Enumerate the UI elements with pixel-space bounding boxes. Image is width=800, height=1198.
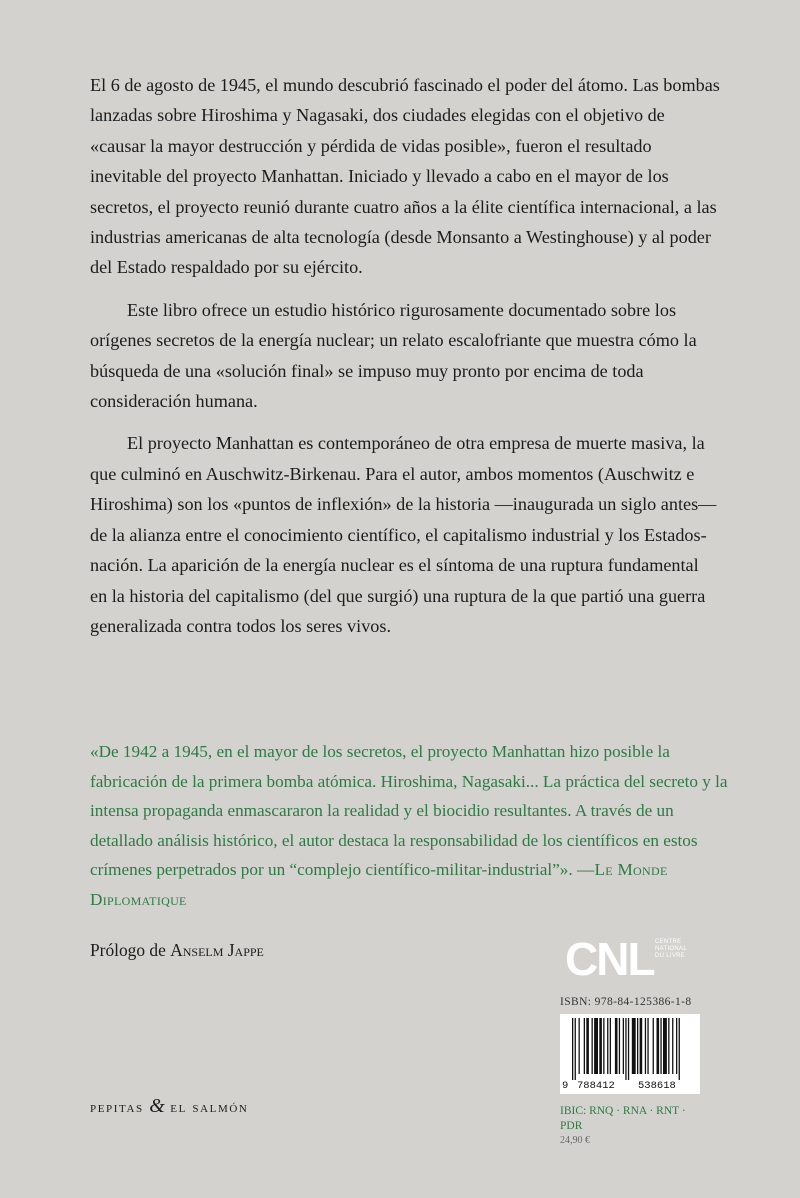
- barcode-bar: [653, 1018, 654, 1074]
- barcode-bar: [679, 1018, 680, 1080]
- barcode-bar: [637, 1018, 638, 1074]
- press-quote: [90, 737, 730, 915]
- prologue-prefix: Prólogo de: [90, 940, 166, 960]
- publisher-name-part1: pepitas: [90, 1099, 144, 1116]
- prologue-credit: [90, 940, 264, 961]
- blurb-paragraph-1: El 6 de agosto de 1945, el mundo descubrió fascinado el poder del átomo. Las bombas lanzadas sobre Hiroshima y Nagasaki, dos ciudades elegidas con el objetivo de «causar la mayor destrucción y pérdida de vidas posible», fueron el resultado inevitable del proyecto Manhattan. Iniciado y llevado a cabo en el mayor de los secretos, el proyecto reunió durante cuatro años a la élite científica internacional, a las industrias americanas de alta tecnología (desde Monsanto a Westinghouse) y al poder del Estado respaldado por su ejército.: [90, 75, 720, 278]
- barcode-bar: [663, 1018, 667, 1074]
- cnl-logo: [565, 933, 687, 985]
- barcode-digit-first: 9: [562, 1080, 569, 1092]
- barcode-bar: [672, 1018, 673, 1074]
- ibic-codes: IBIC: RNQ · RNA · RNT · PDR: [560, 1105, 686, 1132]
- barcode-bar: [575, 1018, 576, 1080]
- cnl-logo-line3: DU LIVRE: [655, 953, 686, 959]
- publisher-imprint: [90, 1095, 248, 1118]
- barcode-bar: [640, 1018, 643, 1074]
- barcode-bar: [586, 1018, 589, 1074]
- barcode-bar: [625, 1018, 626, 1080]
- press-quote-attribution: —Le Monde Diplomatique: [90, 860, 668, 909]
- cnl-logo-line2: NATIONAL: [655, 946, 687, 952]
- barcode-bar: [623, 1018, 624, 1074]
- barcode: [560, 1014, 700, 1094]
- cnl-logo-letters: CNL: [565, 933, 654, 985]
- barcode-bar: [599, 1018, 602, 1074]
- barcode-bar: [610, 1018, 611, 1074]
- prologue-author: Anselm Jappe: [170, 940, 264, 960]
- barcode-bar: [668, 1018, 669, 1074]
- publisher-ampersand: &: [149, 1095, 165, 1117]
- cnl-logo-line1: CENTRE: [655, 939, 682, 945]
- price: 24,90 €: [560, 1135, 590, 1146]
- barcode-bar: [615, 1018, 618, 1074]
- barcode-bar: [584, 1018, 585, 1074]
- barcode-bar: [628, 1018, 629, 1080]
- barcode-bar: [657, 1018, 660, 1074]
- barcode-bar: [647, 1018, 648, 1074]
- barcode-bar: [572, 1018, 573, 1080]
- barcode-bar: [676, 1018, 677, 1074]
- barcode-bar: [607, 1018, 608, 1074]
- barcode-bar: [594, 1018, 598, 1074]
- barcode-bars: [560, 1014, 700, 1080]
- back-cover-blurb: [90, 70, 720, 653]
- blurb-paragraph-3: El proyecto Manhattan es contemporáneo de otra empresa de muerte masiva, la que culminó en Auschwitz-Birkenau. Para el autor, ambos momentos (Auschwitz e Hiroshima) son los «puntos de inflexión» de la historia —inaugurada un siglo antes— de la alianza entre el conocimiento científico, el capitalismo industrial y los Estados-nación. La aparición de la energía nuclear es el síntoma de una ruptura fundamental en la historia del capitalismo (del que surgió) una ruptura de la que partió una guerra generalizada contra todos los seres vivos.: [90, 433, 717, 636]
- barcode-digits-left: 788412: [577, 1080, 615, 1092]
- barcode-bar: [619, 1018, 620, 1074]
- blurb-paragraph-2: Este libro ofrece un estudio histórico rigurosamente documentado sobre los orígenes secretos de la energía nuclear; un relato escalofriante que muestra cómo la búsqueda de una «solución final» se impuso muy pronto por encima de toda consideración humana.: [90, 299, 697, 412]
- barcode-bar: [579, 1018, 580, 1074]
- barcode-bar: [603, 1018, 604, 1074]
- barcode-bar: [645, 1018, 646, 1074]
- press-quote-text: «De 1942 a 1945, en el mayor de los secretos, el proyecto Manhattan hizo posible la fabricación de la primera bomba atómica. Hiroshima, Nagasaki... La práctica del secreto y la intensa propaganda enmascararon la realidad y el biocidio resultantes. A través de un detallado análisis histórico, el autor destaca la responsabilidad de los científicos en estos crímenes perpetrados por un “complejo científico-militar-industrial”».: [90, 742, 728, 880]
- barcode-bar: [592, 1018, 593, 1074]
- isbn-number: ISBN: 978-84-125386-1-8: [560, 996, 692, 1008]
- publisher-name-part2: el salmón: [170, 1099, 249, 1116]
- cnl-logo-subtitle: [655, 939, 715, 960]
- barcode-bar: [632, 1018, 636, 1074]
- barcode-digits-right: 538618: [638, 1080, 676, 1092]
- barcode-bar: [660, 1018, 661, 1074]
